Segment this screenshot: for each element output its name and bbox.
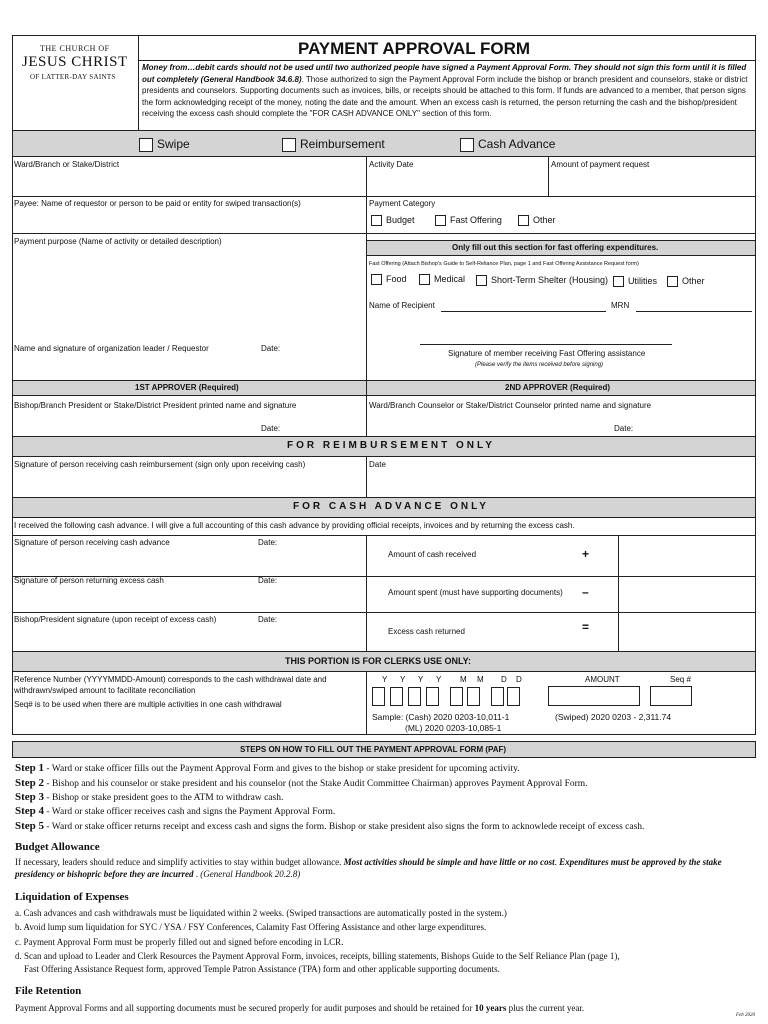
ref-line3: Seq# is to be used when there are multiple activities in one cash withdrawal bbox=[14, 700, 282, 709]
intro-rest: . Those authorized to sign the Payment Approval Form include the bishop or branch president and counselors, stake or district presidents and counselors. Supporting documents such as invoices, bills, or receipts should be attached to this form. If funds are advanced to a member, that person signs the form acknowledging receipt of the money, noting the date and the amount. When an excess cash is returned, the person returning the cash and the bishop/president receiving the excess cash should complete the "FOR CASH ADVANCE ONLY" section of this form. bbox=[142, 74, 748, 118]
first-approver-desc[interactable]: Bishop/Branch President or Stake/District President printed name and signature bbox=[14, 401, 297, 410]
member-sig-label: Signature of member receiving Fast Offering assistance bbox=[448, 349, 646, 358]
step-1 bbox=[15, 761, 520, 776]
shelter-label: Short-Term Shelter (Housing) bbox=[491, 275, 609, 285]
date-letter: Y bbox=[400, 675, 406, 684]
minus-sign: – bbox=[582, 585, 589, 599]
fo-medical[interactable] bbox=[419, 274, 465, 285]
other-label: Other bbox=[533, 215, 556, 225]
ref-line2: withdrawn/swiped amount to facilitate reconciliation bbox=[14, 686, 196, 695]
food-label: Food bbox=[386, 274, 407, 284]
logo-line2: JESUS CHRIST bbox=[22, 54, 128, 70]
budget-p2: Most activities should be simple and have little or no cost bbox=[343, 857, 555, 867]
payment-category-label: Payment Category bbox=[369, 199, 436, 208]
seq-label: Seq # bbox=[670, 675, 691, 684]
amount-label: AMOUNT bbox=[585, 675, 620, 684]
seq-box[interactable] bbox=[650, 686, 692, 706]
cash-received-date: Date: bbox=[258, 538, 278, 547]
step-text: - Bishop and his counselor or stake president and his counselor (not the Stake Audit Committee Chairman) approves Payment Approval Form. bbox=[44, 779, 588, 789]
member-sig-line[interactable] bbox=[420, 344, 672, 345]
approver-header-bar bbox=[12, 380, 756, 396]
plus-sign: + bbox=[582, 547, 590, 561]
intro-emphasis: Money from…debit cards should not be used until two authorized people have signed a Payment Approval Form. They should not sign this form until it is filled out completely (General Handbook 34.6.8) bbox=[142, 63, 747, 84]
swiped-sample: (Swiped) 2020 0203 - 2,311.74 bbox=[555, 712, 672, 722]
step-number: Step 1 bbox=[15, 762, 45, 774]
fo-food[interactable] bbox=[371, 274, 407, 285]
budget-p3: . bbox=[554, 857, 560, 867]
step-number: Step 4 bbox=[15, 805, 45, 817]
date-box[interactable] bbox=[450, 687, 463, 706]
amount-request-label[interactable]: Amount of payment request bbox=[551, 160, 650, 169]
date-box[interactable] bbox=[467, 687, 480, 706]
step-text: - Ward or stake officer fills out the Payment Approval Form and gives to the bishop or stake president for upcoming activity. bbox=[44, 764, 520, 774]
budget-title: Budget Allowance bbox=[15, 841, 100, 853]
sample-line2: (ML) 2020 0203-10,085-1 bbox=[405, 723, 502, 733]
step-5 bbox=[15, 819, 644, 834]
budget-p5: . bbox=[193, 869, 201, 879]
shelter-checkbox[interactable] bbox=[476, 275, 487, 286]
step-text: - Ward or stake officer returns receipt and excess cash and signs the form. Bishop or stake president also signs the form to acknowlede receipt of excess cash. bbox=[44, 822, 645, 832]
date-box[interactable] bbox=[372, 687, 385, 706]
sample-line1: Sample: (Cash) 2020 0203-10,011-1 bbox=[372, 712, 510, 722]
cash-advance-label: Cash Advance bbox=[478, 137, 556, 151]
medical-checkbox[interactable] bbox=[419, 274, 430, 285]
date-letter: D bbox=[516, 675, 522, 684]
date-box[interactable] bbox=[390, 687, 403, 706]
logo-line1: THE CHURCH OF bbox=[40, 44, 110, 53]
category-other[interactable] bbox=[518, 215, 556, 226]
category-fast-offering[interactable] bbox=[435, 215, 502, 226]
reimb-header: FOR REIMBURSEMENT ONLY bbox=[287, 440, 495, 451]
fo-other-checkbox[interactable] bbox=[667, 276, 678, 287]
step-3 bbox=[15, 790, 283, 805]
mrn-line[interactable] bbox=[636, 311, 752, 312]
date-letter: D bbox=[501, 675, 507, 684]
medical-label: Medical bbox=[434, 274, 466, 284]
date-box[interactable] bbox=[426, 687, 439, 706]
equals-sign: = bbox=[582, 620, 590, 634]
fast-offering-label: Fast Offering bbox=[450, 215, 502, 225]
step-text: - Bishop or stake president goes to the ATM to withdraw cash. bbox=[44, 793, 284, 803]
step-text: - Ward or stake officer receives cash and signs the Payment Approval Form. bbox=[44, 807, 336, 817]
reimb-sig-label[interactable]: Signature of person receiving cash reimbursement (sign only upon receiving cash) bbox=[14, 460, 306, 469]
type-cash-advance[interactable] bbox=[460, 137, 555, 152]
purpose-field-label[interactable]: Payment purpose (Name of activity or detailed description) bbox=[14, 237, 222, 246]
date-box[interactable] bbox=[491, 687, 504, 706]
recipient-label: Name of Recipient bbox=[369, 301, 435, 310]
liquidation-title: Liquidation of Expenses bbox=[15, 891, 129, 903]
liquidation-item: c. Payment Approval Form must be properly filled out and signed before encoding in LCR. bbox=[15, 937, 344, 947]
first-approver-date: Date: bbox=[261, 424, 281, 433]
org-leader-label[interactable]: Name and signature of organization leader / Requestor bbox=[14, 344, 209, 353]
reimbursement-label: Reimbursement bbox=[300, 137, 385, 151]
retention-text bbox=[15, 1002, 750, 1014]
date-box[interactable] bbox=[408, 687, 421, 706]
date-box[interactable] bbox=[507, 687, 520, 706]
food-checkbox[interactable] bbox=[371, 274, 382, 285]
form-title: PAYMENT APPROVAL FORM bbox=[298, 39, 531, 58]
bishop-sig[interactable]: Bishop/President signature (upon receipt of excess cash) bbox=[14, 615, 217, 624]
category-budget[interactable] bbox=[371, 215, 415, 226]
swipe-label: Swipe bbox=[157, 137, 190, 151]
type-reimbursement[interactable] bbox=[282, 137, 385, 152]
payee-field-label[interactable]: Payee: Name of requestor or person to be paid or entity for swiped transaction(s) bbox=[14, 199, 301, 208]
cash-advance-checkbox[interactable] bbox=[460, 138, 474, 152]
date-letter: Y bbox=[436, 675, 442, 684]
step-number: Step 3 bbox=[15, 791, 45, 803]
fast-offering-checkbox[interactable] bbox=[435, 215, 446, 226]
reimb-date-label[interactable]: Date bbox=[369, 460, 386, 469]
cash-statement: I received the following cash advance. I will give a full accounting of this cash advance by providing official receipts, invoices and by returning the excess cash. bbox=[14, 521, 575, 530]
step-number: Step 2 bbox=[15, 777, 45, 789]
other-checkbox[interactable] bbox=[518, 215, 529, 226]
activity-date-label[interactable]: Activity Date bbox=[369, 160, 414, 169]
fo-shelter[interactable] bbox=[476, 275, 608, 286]
date-letter: Y bbox=[382, 675, 388, 684]
retention-years: 10 years bbox=[474, 1003, 507, 1013]
first-approver-header: 1ST APPROVER (Required) bbox=[135, 383, 239, 392]
date-letter: M bbox=[460, 675, 467, 684]
logo-line3: OF LATTER-DAY SAINTS bbox=[30, 73, 116, 81]
excess-cash-label: Excess cash returned bbox=[388, 627, 465, 636]
retention-title: File Retention bbox=[15, 985, 82, 997]
amount-spent-label: Amount spent (must have supporting documents) bbox=[388, 588, 563, 597]
cash-returning-sig[interactable]: Signature of person returning excess cash bbox=[14, 576, 164, 585]
fo-other-label: Other bbox=[682, 276, 705, 286]
date-letter: Y bbox=[418, 675, 424, 684]
swipe-checkbox[interactable] bbox=[139, 138, 153, 152]
type-swipe[interactable] bbox=[139, 137, 190, 152]
step-number: Step 5 bbox=[15, 820, 45, 832]
liquidation-item: b. Avoid lump sum liquidation for SYC / YSA / FSY Conferences, Calamity Fast Offering Assistance and other large expenditures. bbox=[15, 922, 487, 932]
reimbursement-checkbox[interactable] bbox=[282, 138, 296, 152]
cash-returning-date: Date: bbox=[258, 576, 278, 585]
utilities-checkbox[interactable] bbox=[613, 276, 624, 287]
fo-other[interactable] bbox=[667, 276, 705, 287]
mrn-label: MRN bbox=[611, 301, 630, 310]
recipient-line[interactable] bbox=[441, 311, 606, 312]
fo-header: Only fill out this section for fast offering expenditures. bbox=[452, 243, 659, 252]
liquidation-item: d. Scan and upload to Leader and Clerk Resources the Payment Approval Form, invoices, receipts, billing statements, Bishops Guide to the Self Reliance Plan (page 1), bbox=[15, 951, 620, 961]
cash-header: FOR CASH ADVANCE ONLY bbox=[293, 501, 489, 512]
ward-field-label[interactable]: Ward/Branch or Stake/District bbox=[14, 160, 120, 169]
liquidation-item: a. Cash advances and cash withdrawals must be liquidated within 2 weeks. (Swiped transactions are automatically posted in the system.) bbox=[15, 908, 507, 918]
footer-date: Feb 2020 bbox=[736, 1013, 756, 1018]
date-letter: M bbox=[477, 675, 484, 684]
retention-p1: Payment Approval Forms and all supporting documents must be secured properly for audit purposes and should be retained for bbox=[15, 1003, 475, 1013]
budget-p1: If necessary, leaders should reduce and simplify activities to stay within budget allowance. bbox=[15, 857, 344, 867]
cash-received-amount-label: Amount of cash received bbox=[388, 550, 477, 559]
budget-ref: (General Handbook 20.2.8) bbox=[200, 869, 301, 879]
member-sig-note: (Please verify the items received before signing) bbox=[475, 362, 604, 368]
bishop-date: Date: bbox=[258, 615, 278, 624]
utilities-label: Utilities bbox=[628, 276, 658, 286]
fo-note: Fast Offering (Attach Bishop's Guide to Self-Reliance Plan, page 1 and Fast Offering Assistance Request form) bbox=[369, 261, 639, 267]
ref-line1: Reference Number (YYYYMMDD-Amount) corresponds to the cash withdrawal date and bbox=[14, 675, 327, 684]
second-approver-date: Date: bbox=[614, 424, 634, 433]
amount-box[interactable] bbox=[548, 686, 640, 706]
step-4 bbox=[15, 804, 335, 819]
retention-p2: plus the current year. bbox=[506, 1003, 585, 1013]
second-approver-header: 2ND APPROVER (Required) bbox=[505, 383, 611, 392]
budget-p4: Expenditures must be approved by the stake presidency or bishopric before they are incurred bbox=[15, 857, 722, 879]
org-leader-date: Date: bbox=[261, 344, 281, 353]
step-2 bbox=[15, 776, 588, 791]
budget-text bbox=[15, 856, 750, 880]
clerks-header: THIS PORTION IS FOR CLERKS USE ONLY: bbox=[285, 656, 472, 666]
budget-checkbox[interactable] bbox=[371, 215, 382, 226]
steps-header: STEPS ON HOW TO FILL OUT THE PAYMENT APPROVAL FORM (PAF) bbox=[240, 745, 507, 754]
intro-text bbox=[142, 62, 752, 120]
cash-received-sig[interactable]: Signature of person receiving cash advance bbox=[14, 538, 170, 547]
second-approver-desc[interactable]: Ward/Branch Counselor or Stake/District Counselor printed name and signature bbox=[369, 401, 652, 410]
liquidation-item: Fast Offering Assistance Request form, approved Temple Patron Assistance (TPA) form and other applicable supporting documents. bbox=[15, 964, 500, 974]
budget-label: Budget bbox=[386, 215, 415, 225]
fo-utilities[interactable] bbox=[613, 276, 657, 287]
